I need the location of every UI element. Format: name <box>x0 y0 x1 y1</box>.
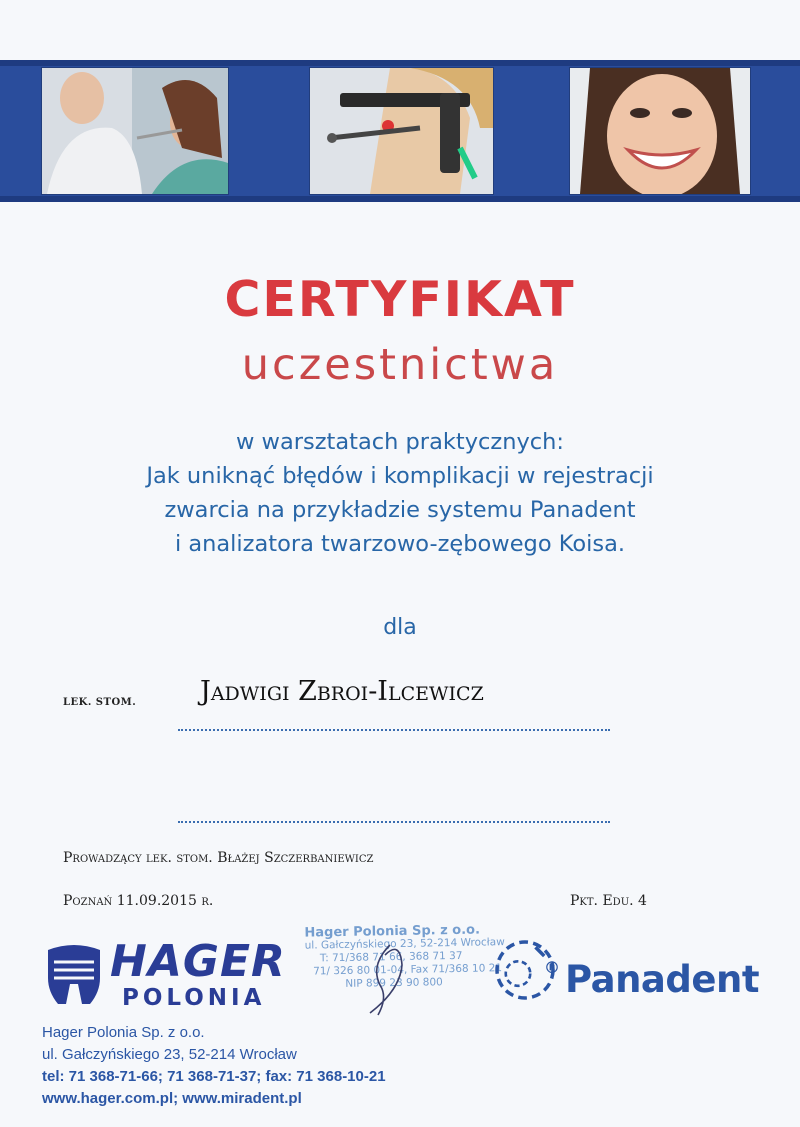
stamp-line: T: 71/368 71 66, 368 71 37 <box>319 949 463 965</box>
signature-icon <box>330 935 440 1020</box>
contact-phones: tel: 71 368-71-66; 71 368-71-37; fax: 71 368-10-21 <box>42 1068 386 1085</box>
tooth-icon <box>42 942 106 1006</box>
recipient-prefix: LEK. STOM. <box>63 697 137 708</box>
panadent-logo <box>490 930 760 1010</box>
stamp-line: NIP 899 23 90 800 <box>345 976 443 990</box>
recipient-name: Jadwigi Zbroi-Ilcewicz <box>200 676 484 707</box>
place-date: Poznań 11.09.2015 r. <box>63 893 214 909</box>
workshop-line: i analizatora twarzowo-zębowego Koisa. <box>174 531 626 557</box>
stamp-line: 71/ 326 80 01-04, Fax 71/368 10 21 <box>313 962 503 978</box>
contact-address: ul. Gałczyńskiego 23, 52-214 Wrocław <box>42 1046 297 1063</box>
banner-stripe-top <box>0 60 800 66</box>
workshop-leader: Prowadzący lek. stom. Błażej Szczerbaniewicz <box>63 850 374 866</box>
contact-company: Hager Polonia Sp. z o.o. <box>42 1024 205 1041</box>
for-label: dla <box>383 615 417 640</box>
hager-polonia-logo <box>42 936 292 1012</box>
stamp-line: Hager Polonia Sp. z o.o. <box>304 922 481 941</box>
facebow-analyzer-photo <box>310 68 493 194</box>
workshop-line: Jak uniknąć błędów i komplikacji w rejestracji <box>146 463 654 489</box>
banner-stripe-bottom <box>0 196 800 202</box>
workshop-line: zwarcia na przykładzie systemu Panadent <box>164 497 636 523</box>
workshop-description <box>0 425 800 561</box>
dotted-line <box>178 729 610 731</box>
dentist-examination-photo <box>42 68 228 194</box>
workshop-line: w warsztatach praktycznych: <box>236 429 564 455</box>
hager-word: HAGER <box>110 936 286 987</box>
contact-web: www.hager.com.pl; www.miradent.pl <box>42 1090 302 1107</box>
panadent-word: Panadent <box>565 958 760 1001</box>
education-points: Pkt. Edu. 4 <box>570 893 647 909</box>
hager-sub: POLONIA <box>122 985 266 1011</box>
smiling-woman-photo <box>570 68 750 194</box>
contact-block <box>42 1022 386 1110</box>
certificate-title: CERTYFIKAT <box>224 271 576 328</box>
certificate-subtitle: uczestnictwa <box>241 340 559 390</box>
dotted-line <box>178 821 610 823</box>
stamp-line: ul. Gałczyńskiego 23, 52-214 Wrocław <box>304 936 505 952</box>
registered-mark: ® <box>544 958 560 977</box>
